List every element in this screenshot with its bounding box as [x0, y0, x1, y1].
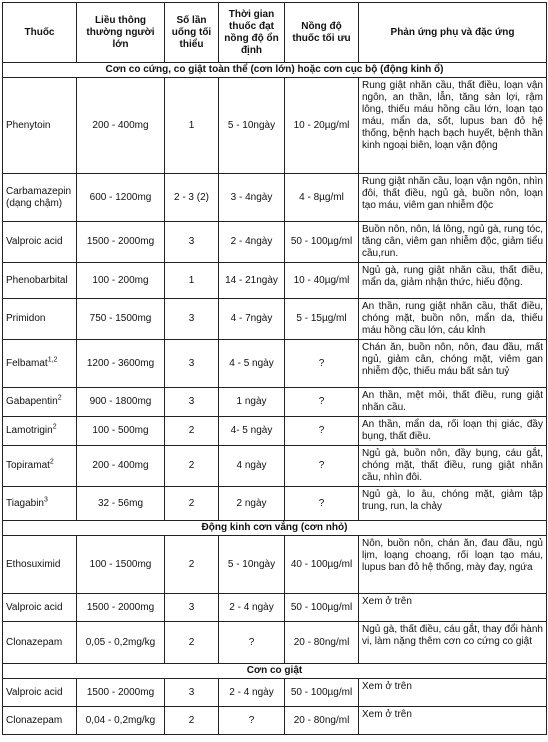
header-dose: Liều thông thường người lớn	[77, 3, 165, 63]
steady-state-cell: 5 - 10ngày	[219, 78, 285, 174]
table-row	[3, 388, 547, 417]
dose-cell: 32 - 56mg	[77, 487, 165, 521]
frequency-cell: 2 - 3 (2)	[165, 174, 219, 222]
drug-cell	[3, 594, 77, 622]
side-effects-cell: Nôn, buồn nôn, chán ăn, đau đầu, ngủ lịm, loạng choạng, rối loạn tạo máu, lupus ban đỏ hệ thống, mày đay, ngứa	[359, 536, 547, 594]
header-frequency: Số lần uống tối thiểu	[165, 3, 219, 63]
drug-name: Primidon	[6, 313, 46, 324]
drug-cell	[3, 622, 77, 664]
frequency-cell: 3	[165, 222, 219, 263]
concentration-cell: 20 - 80ng/ml	[285, 707, 359, 735]
header-drug: Thuốc	[3, 3, 77, 63]
dose-cell: 100 - 500mg	[77, 417, 165, 446]
steady-state-cell: 2 ngày	[219, 487, 285, 521]
side-effects-cell: Chán ăn, buồn nôn, nôn, đau đầu, mất ngủ, giảm cân, chóng mặt, viêm gan nhiễm độc, thiếu máu bất sản tuỷ	[359, 340, 547, 388]
section-header-row	[3, 63, 547, 78]
dose-cell: 900 - 1800mg	[77, 388, 165, 417]
side-effects-cell: Rung giật nhãn cầu, thất điều, loạn vận ngôn, an thần, lẫn, tăng sản lợi, rậm lông, thiếu máu hồng cầu lớn, loạn tạo máu, mẩn da, sốt, lupus ban đỏ hệ thống, bệnh hạch bạch huyết, bệnh thần kinh ngoại biên, loạn vận động	[359, 78, 547, 174]
table-row	[3, 263, 547, 299]
dose-cell: 1500 - 2000mg	[77, 222, 165, 263]
frequency-cell: 2	[165, 487, 219, 521]
drug-cell	[3, 707, 77, 735]
drug-name: Gabapentin	[6, 396, 58, 407]
concentration-cell: 20 - 80ng/ml	[285, 622, 359, 664]
drug-name: Lamotrigin	[6, 425, 53, 436]
section-title: Động kinh cơn vắng (cơn nhỏ)	[3, 521, 547, 536]
table-row	[3, 622, 547, 664]
steady-state-cell: 2 - 4 ngày	[219, 679, 285, 707]
side-effects-cell: Ngủ gà, rung giật nhãn cầu, thất điều, mẩn da, giảm nhận thức, hiếu động.	[359, 263, 547, 299]
concentration-cell: ?	[285, 487, 359, 521]
side-effects-cell: Ngủ gà, buồn nôn, đầy bụng, cáu gắt, chóng mặt, thất điều, rung giật nhãn cầu, nhìn đôi.	[359, 446, 547, 487]
table-header-row	[3, 3, 547, 63]
steady-state-cell: 4- 5 ngày	[219, 417, 285, 446]
drug-name: Topiramat	[6, 460, 50, 471]
frequency-cell: 1	[165, 263, 219, 299]
dose-cell: 1500 - 2000mg	[77, 679, 165, 707]
drug-cell	[3, 340, 77, 388]
drug-name: Valproic acid	[6, 601, 63, 613]
concentration-cell: 40 - 100µg/ml	[285, 536, 359, 594]
drug-name: Carbamazepin (dạng chậm)	[6, 185, 72, 209]
side-effects-cell: Ngủ gà, thất điều, cáu gắt, thay đổi hành vi, làm nặng thêm cơn co cứng co giật	[359, 622, 547, 664]
drug-name: Phenobarbital	[6, 274, 68, 286]
dose-cell: 1500 - 2000mg	[77, 594, 165, 622]
steady-state-cell: 2 - 4ngày	[219, 222, 285, 263]
drug-cell	[3, 487, 77, 521]
table-row	[3, 487, 547, 521]
side-effects-cell: An thần, mệt mỏi, thất điều, rung giật nhãn cầu.	[359, 388, 547, 417]
dose-cell: 100 - 200mg	[77, 263, 165, 299]
frequency-cell: 2	[165, 536, 219, 594]
frequency-cell: 3	[165, 594, 219, 622]
dose-cell: 0,05 - 0,2mg/kg	[77, 622, 165, 664]
drug-table	[2, 2, 547, 735]
drug-name: Clonazepam	[6, 636, 63, 648]
table-row	[3, 78, 547, 174]
frequency-cell: 3	[165, 299, 219, 340]
drug-cell	[3, 222, 77, 263]
footnote-marker: 3	[44, 496, 48, 504]
steady-state-cell: ?	[219, 707, 285, 735]
dose-cell: 750 - 1500mg	[77, 299, 165, 340]
concentration-cell: 50 - 100µg/ml	[285, 222, 359, 263]
side-effects-cell: An thần, mẩn da, rối loạn thị giác, đầy bụng, thất điều.	[359, 417, 547, 446]
section-title: Cơn co giật	[3, 664, 547, 679]
footnote-marker: 2	[57, 394, 62, 402]
drug-cell	[3, 446, 77, 487]
drug-cell	[3, 536, 77, 594]
footnote-marker: 2	[49, 458, 54, 466]
concentration-cell: 10 - 40µg/ml	[285, 263, 359, 299]
section-header-row	[3, 521, 547, 536]
side-effects-cell: Xem ở trên	[359, 679, 547, 707]
table-row	[3, 707, 547, 735]
frequency-cell: 2	[165, 707, 219, 735]
concentration-cell: 10 - 20µg/ml	[285, 78, 359, 174]
footnote-marker: 1,2	[47, 356, 58, 364]
steady-state-cell: 2 - 4 ngày	[219, 594, 285, 622]
table-row	[3, 340, 547, 388]
side-effects-cell: Rung giật nhãn cầu, loạn vận ngôn, nhìn đôi, thất điều, ngủ gà, buồn nôn, loạn tạo máu, viêm gan nhiễm độc	[359, 174, 547, 222]
concentration-cell: 4 - 8µg/ml	[285, 174, 359, 222]
footnote-marker: 2	[52, 423, 57, 431]
header-optimal-concentration: Nồng độ thuốc tối ưu	[285, 3, 359, 63]
drug-name: Felbamat	[6, 357, 48, 369]
drug-cell	[3, 174, 77, 222]
concentration-cell: ?	[285, 388, 359, 417]
steady-state-cell: 1 ngày	[219, 388, 285, 417]
frequency-cell: 2	[165, 417, 219, 446]
frequency-cell: 3	[165, 340, 219, 388]
drug-name: Valproic acid	[6, 236, 63, 247]
side-effects-cell: Buồn nôn, nôn, lá lông, ngủ gà, rung tóc, tăng cân, viêm gan nhiễm độc, giảm tiểu cầu,run.	[359, 222, 547, 263]
drug-name: Phenytoin	[6, 119, 51, 131]
side-effects-cell: Ngủ gà, lo âu, chóng mặt, giảm tập trung, run, la chảy	[359, 487, 547, 521]
side-effects-cell: Xem ở trên	[359, 707, 547, 735]
frequency-cell: 2	[165, 622, 219, 664]
header-steady-state-time: Thời gian thuốc đạt nồng độ ổn định	[219, 3, 285, 63]
steady-state-cell: 5 - 10ngày	[219, 536, 285, 594]
steady-state-cell: 4 - 7ngày	[219, 299, 285, 340]
dose-cell: 0,04 - 0,2mg/kg	[77, 707, 165, 735]
concentration-cell: 5 - 15µg/ml	[285, 299, 359, 340]
dose-cell: 600 - 1200mg	[77, 174, 165, 222]
frequency-cell: 3	[165, 388, 219, 417]
concentration-cell: ?	[285, 340, 359, 388]
drug-name: Valproic acid	[6, 686, 63, 698]
table-row	[3, 174, 547, 222]
steady-state-cell: 14 - 21ngày	[219, 263, 285, 299]
concentration-cell: ?	[285, 446, 359, 487]
steady-state-cell: 3 - 4ngày	[219, 174, 285, 222]
side-effects-cell: Xem ở trên	[359, 594, 547, 622]
drug-cell	[3, 78, 77, 174]
frequency-cell: 1	[165, 78, 219, 174]
table-row	[3, 446, 547, 487]
concentration-cell: 50 - 100µg/ml	[285, 679, 359, 707]
table-body	[3, 63, 547, 735]
drug-cell	[3, 388, 77, 417]
drug-name: Clonazepam	[6, 714, 63, 726]
dose-cell: 200 - 400mg	[77, 446, 165, 487]
drug-cell	[3, 679, 77, 707]
drug-cell	[3, 263, 77, 299]
table-row	[3, 536, 547, 594]
frequency-cell: 2	[165, 446, 219, 487]
dose-cell: 1200 - 3600mg	[77, 340, 165, 388]
side-effects-cell: An thần, rung giật nhãn cầu, thất điều, chóng mặt, buồn nôn, mẩn da, thiếu máu hồng cầu lớn, cáu kỉnh	[359, 299, 547, 340]
drug-name: Ethosuximid	[6, 558, 61, 570]
dose-cell: 100 - 1500mg	[77, 536, 165, 594]
drug-name: Tiagabin	[6, 497, 44, 509]
steady-state-cell: ?	[219, 622, 285, 664]
table-row	[3, 299, 547, 340]
header-side-effects: Phản ứng phụ và đặc ứng	[359, 3, 547, 63]
table-row	[3, 679, 547, 707]
frequency-cell: 3	[165, 679, 219, 707]
steady-state-cell: 4 - 5 ngày	[219, 340, 285, 388]
concentration-cell: 50 - 100µg/ml	[285, 594, 359, 622]
table-row	[3, 594, 547, 622]
steady-state-cell: 4 ngày	[219, 446, 285, 487]
drug-cell	[3, 299, 77, 340]
drug-cell	[3, 417, 77, 446]
concentration-cell: ?	[285, 417, 359, 446]
dose-cell: 200 - 400mg	[77, 78, 165, 174]
table-row	[3, 222, 547, 263]
section-title: Cơn co cứng, co giật toàn thể (cơn lớn) hoặc cơn cục bộ (động kinh ổ)	[3, 63, 547, 78]
table-row	[3, 417, 547, 446]
section-header-row	[3, 664, 547, 679]
